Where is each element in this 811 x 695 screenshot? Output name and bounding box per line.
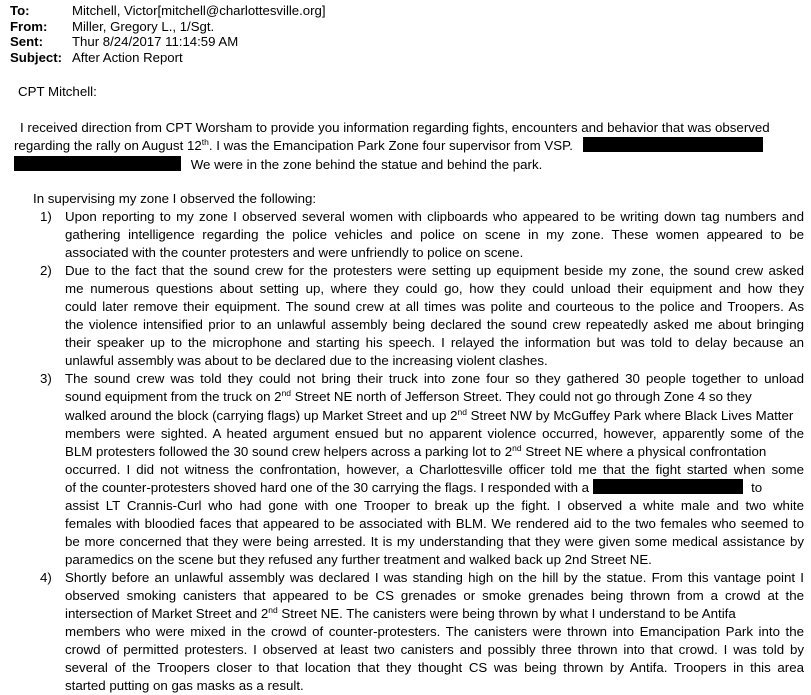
item-text xyxy=(65,262,804,370)
redaction-block xyxy=(593,479,743,494)
salutation: CPT Mitchell: xyxy=(18,84,97,99)
item-text-segment: intersection of Market Street and 2 xyxy=(65,606,269,622)
intro-text-3: We were in the zone behind the statue and behind the park. xyxy=(190,156,543,172)
observation-list xyxy=(40,208,804,695)
item-text-segment: walked around the block (carrying flags) up Market Street and up 2 xyxy=(65,407,458,423)
observed-heading: In supervising my zone I observed the following: xyxy=(33,191,317,206)
to-value: Mitchell, Victor[mitchell@charlottesville.org] xyxy=(72,3,326,18)
header-sent-row xyxy=(10,34,326,50)
item-superscript: nd xyxy=(268,605,278,616)
item-number: 3) xyxy=(40,371,52,387)
sent-label: Sent: xyxy=(10,34,43,49)
item-line: gathering intelligence regarding the police vehicles and police on scene in my zone. These women appeared to be xyxy=(65,227,804,243)
item-line xyxy=(65,443,804,461)
item-text xyxy=(65,208,804,262)
intro-superscript: th xyxy=(201,137,209,148)
item-line: be more concerned that they were being arrested. It is my understanding that they were given some medical assistance by xyxy=(65,533,804,549)
item-line xyxy=(65,407,804,425)
subject-label: Subject: xyxy=(10,49,63,65)
item-text xyxy=(65,569,804,695)
to-label: To: xyxy=(10,3,30,18)
item-line: several of the Troopers closer to that location that they thought CS was being thrown by Antifa. Troopers in this area xyxy=(65,660,804,676)
intro-text-2a: regarding the rally on August 12 xyxy=(14,138,202,154)
from-value: Miller, Gregory L., 1/Sgt. xyxy=(72,18,215,34)
redaction-block xyxy=(14,156,181,171)
item-text-segment: to xyxy=(751,479,763,495)
header-from-row xyxy=(10,19,326,35)
item-line: their speaker up to the microphone and starting his speech. I relayed the information but was told to delay because an xyxy=(65,335,804,351)
redaction-block xyxy=(583,137,763,152)
item-number: 4) xyxy=(40,569,52,585)
item-line: females with bloodied faces that appeared to be associated with BLM. We rendered aid to the two females who seemed to xyxy=(65,515,804,531)
item-line: the violence intensified prior to an unlawful assembly being declared the sound crew repeatedly asked me about bringing xyxy=(65,317,804,333)
intro-text-1: I received direction from CPT Worsham to provide you information regarding fights, encounters and behavior that was observed xyxy=(20,120,770,135)
item-number: 1) xyxy=(40,209,52,224)
intro-paragraph xyxy=(14,119,804,174)
item-line: occurred. I did not witness the confrontation, however, a Charlottesville officer told me that the fight started when some xyxy=(65,461,804,477)
item-line: paramedics on the scene but they refused any further treatment and walked back up 2nd Street NE. xyxy=(65,551,652,567)
item-text-segment: Street NE. The canisters were being thrown by what I understand to be Antifa xyxy=(277,606,736,622)
item-line xyxy=(65,479,804,497)
item-number: 2) xyxy=(40,263,52,279)
item-superscript: nd xyxy=(512,442,522,453)
item-line: members who were mixed in the crowd of counter-protesters. The canisters were thrown into Emancipation Park into the xyxy=(65,624,804,640)
item-line: could later remove their equipment. The sound crew at all times was polite and courteous to the police and Troopers. As xyxy=(65,299,804,315)
intro-text-2b: . I was the Emancipation Park Zone four supervisor from VSP. xyxy=(208,138,573,154)
list-item xyxy=(40,262,804,370)
email-header xyxy=(10,3,326,65)
item-line: associated with the counter protesters and were unfriendly to police on scene. xyxy=(65,245,524,261)
list-item xyxy=(40,208,804,262)
item-superscript: nd xyxy=(281,388,292,399)
item-line: me numerous questions about setting up, where they could go, how they could unload their equipment and how they xyxy=(65,281,804,297)
item-line: crowd of permitted protesters. I observed at least two canisters and possibly three thrown into that crowd. I was told by xyxy=(65,642,804,658)
intro-line xyxy=(14,119,804,137)
list-item xyxy=(40,370,804,569)
item-line: observed smoking canisters that appeared to be CS grenades or smoke grenades being thrown from a crowd at the xyxy=(65,587,804,603)
item-text-segment: BLM protesters followed the 30 sound crew helpers across a parking lot to 2 xyxy=(65,443,513,459)
item-text-segment: Street NE where a physical confrontation xyxy=(521,443,767,459)
item-text-segment: sound equipment from the truck on 2 xyxy=(65,389,282,405)
intro-line xyxy=(14,156,804,174)
item-text-segment: Street NW by McGuffey Park where Black Lives Matter xyxy=(466,407,794,423)
sent-value: Thur 8/24/2017 11:14:59 AM xyxy=(72,34,239,49)
item-line: members were sighted. A heated argument ensued but no apparent violence occurred, however, apparently some of the xyxy=(65,425,804,441)
header-subject-row xyxy=(10,50,326,66)
item-line: Upon reporting to my zone I observed several women with clipboards who appeared to be writing down tag numbers and xyxy=(65,209,804,224)
item-line: assist LT Crannis-Curl who had gone with one Trooper to break up the fight. I observed a white male and two white xyxy=(65,497,804,513)
header-to-row xyxy=(10,3,326,19)
item-line: The sound crew was told they could not bring their truck into zone four so they gathered 30 people together to unload xyxy=(65,371,804,387)
item-text-segment: of the counter-protesters shoved hard one of the 30 carrying the flags. I responded with a xyxy=(65,479,590,495)
item-line xyxy=(65,388,804,406)
intro-line xyxy=(14,137,804,155)
item-text xyxy=(65,370,804,569)
item-line: started putting on gas masks as a result. xyxy=(65,678,304,694)
item-line xyxy=(65,605,804,623)
item-line: Due to the fact that the sound crew for the protesters were setting up equipment beside my zone, the sound crew asked xyxy=(65,263,804,279)
item-superscript: nd xyxy=(457,406,467,417)
list-item xyxy=(40,569,804,695)
item-line: unlawful assembly was about to be declared due to the increasing violent clashes. xyxy=(65,353,548,369)
item-line: Shortly before an unlawful assembly was declared I was standing high on the hill by the statue. From this vantage point I xyxy=(65,569,804,585)
subject-value: After Action Report xyxy=(72,49,183,65)
item-text-segment: Street NE north of Jefferson Street. They could not go through Zone 4 so they xyxy=(291,389,752,405)
from-label: From: xyxy=(10,18,48,34)
